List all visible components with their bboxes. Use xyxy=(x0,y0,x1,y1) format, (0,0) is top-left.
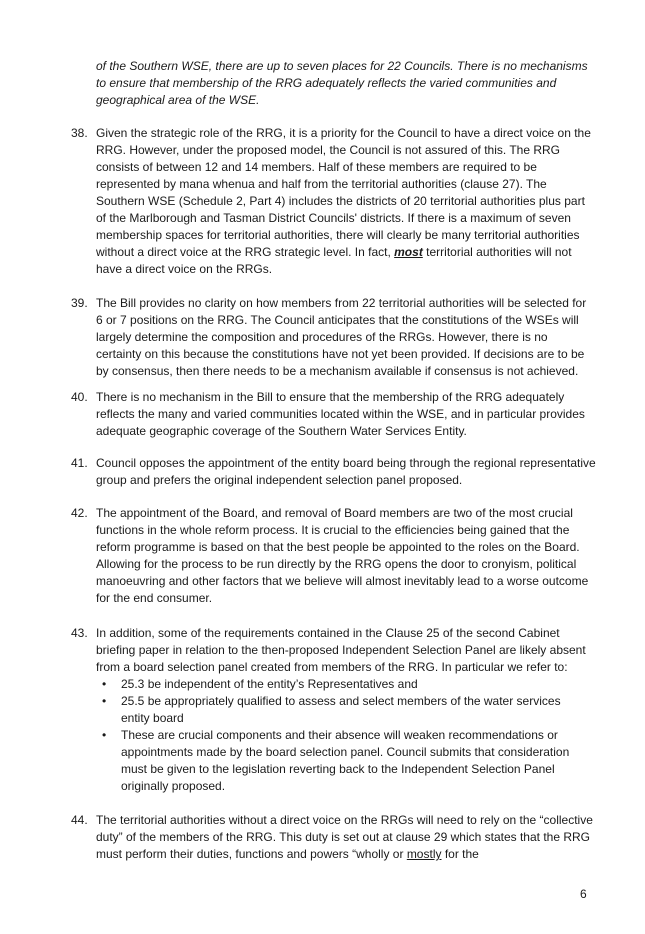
paragraph-number: 39. xyxy=(71,296,88,310)
paragraph-text-end: for the xyxy=(441,847,479,861)
paragraph-text: Council opposes the appointment of the entity board being through the regional representative group and prefers the original independent selection panel proposed. xyxy=(96,456,596,487)
paragraph-39 xyxy=(71,295,596,380)
paragraph-number: 41. xyxy=(71,456,88,470)
bullet-icon: • xyxy=(102,728,107,742)
paragraph-text: In addition, some of the requirements contained in the Clause 25 of the second Cabinet briefing paper in relation to the then-proposed Independent Selection Panel are likely absent from a board selection panel created from members of the RRG. In particular we refer to: xyxy=(96,626,586,674)
paragraph-43 xyxy=(71,625,596,676)
bullet-item: 25.3 be independent of the entity’s Representatives and xyxy=(121,677,418,691)
bullet-item: These are crucial components and their absence will weaken recommendations or appointments made by the board selection panel. Council submits that consideration must be given to the legislation reverting back to the Independent Selection Panel originally proposed. xyxy=(121,728,570,793)
paragraph-number: 42. xyxy=(71,506,88,520)
page-number: 6 xyxy=(580,887,587,901)
paragraph-number: 40. xyxy=(71,390,88,404)
underlined-mostly: mostly xyxy=(406,847,442,861)
paragraph-text: The Bill provides no clarity on how members from 22 territorial authorities will be selected for 6 or 7 positions on the RRG. The Council anticipates that the constitutions of the WSEs will largely determine the composition and procedures of the RRGs. However, there is no certainty on this because the constitutions have not yet been provided. If decisions are to be by consensus, then there needs to be a mechanism available if consensus is not achieved. xyxy=(96,296,587,378)
emphasis-most: most xyxy=(394,245,423,259)
bullet-item: 25.5 be appropriately qualified to assess and select members of the water services entity board xyxy=(121,694,561,725)
paragraph-38 xyxy=(71,125,596,278)
paragraph-text: There is no mechanism in the Bill to ensure that the membership of the RRG adequately reflects the many and varied communities located within the WSE, and in particular provides adequate geographic coverage of the Southern Water Services Entity. xyxy=(96,390,585,438)
paragraph-41 xyxy=(71,455,596,489)
paragraph-number: 38. xyxy=(71,126,88,140)
paragraph-number: 44. xyxy=(71,813,88,827)
intro-paragraph: of the Southern WSE, there are up to seven places for 22 Councils. There is no mechanisms to ensure that membership of the RRG adequately reflects the varied communities and geographical area of the WSE. xyxy=(96,59,588,107)
paragraph-number: 43. xyxy=(71,626,88,640)
paragraph-42 xyxy=(71,505,596,607)
bullet-icon: • xyxy=(102,677,107,691)
paragraph-44 xyxy=(71,812,596,863)
paragraph-text-end: territorial authorities will not have a direct voice on the RRGs. xyxy=(96,245,572,276)
paragraph-40 xyxy=(71,389,596,440)
bullet-icon: • xyxy=(102,694,107,708)
paragraph-text: The territorial authorities without a direct voice on the RRGs will need to rely on the “collective duty” of the members of the RRG. This duty is set out at clause 29 which states that the RRG must perform their duties, functions and powers “wholly or xyxy=(96,813,593,861)
paragraph-text: Given the strategic role of the RRG, it is a priority for the Council to have a direct voice on the RRG. However, under the proposed model, the Council is not assured of this. The RRG consists of between 12 and 14 members. Half of these members are required to be represented by mana whenua and half from the territorial authorities (clause 27). The Southern WSE (Schedule 2, Part 4) includes the districts of 20 territorial authorities plus part of the Marlborough and Tasman District Councils' districts. If there is a maximum of seven membership spaces for territorial authorities, there will clearly be many territorial authorities without a direct voice at the RRG strategic level. In fact, xyxy=(96,126,591,259)
paragraph-text: The appointment of the Board, and removal of Board members are two of the most crucial functions in the whole reform process. It is crucial to the efficiencies being gained that the reform programme is based on that the best people be appointed to the roles on the Board. Allowing for the process to be run directly by the RRG opens the door to cronyism, political manoeuvring and other factors that we believe will almost inevitably lead to a worse outcome for the end consumer. xyxy=(96,506,589,605)
